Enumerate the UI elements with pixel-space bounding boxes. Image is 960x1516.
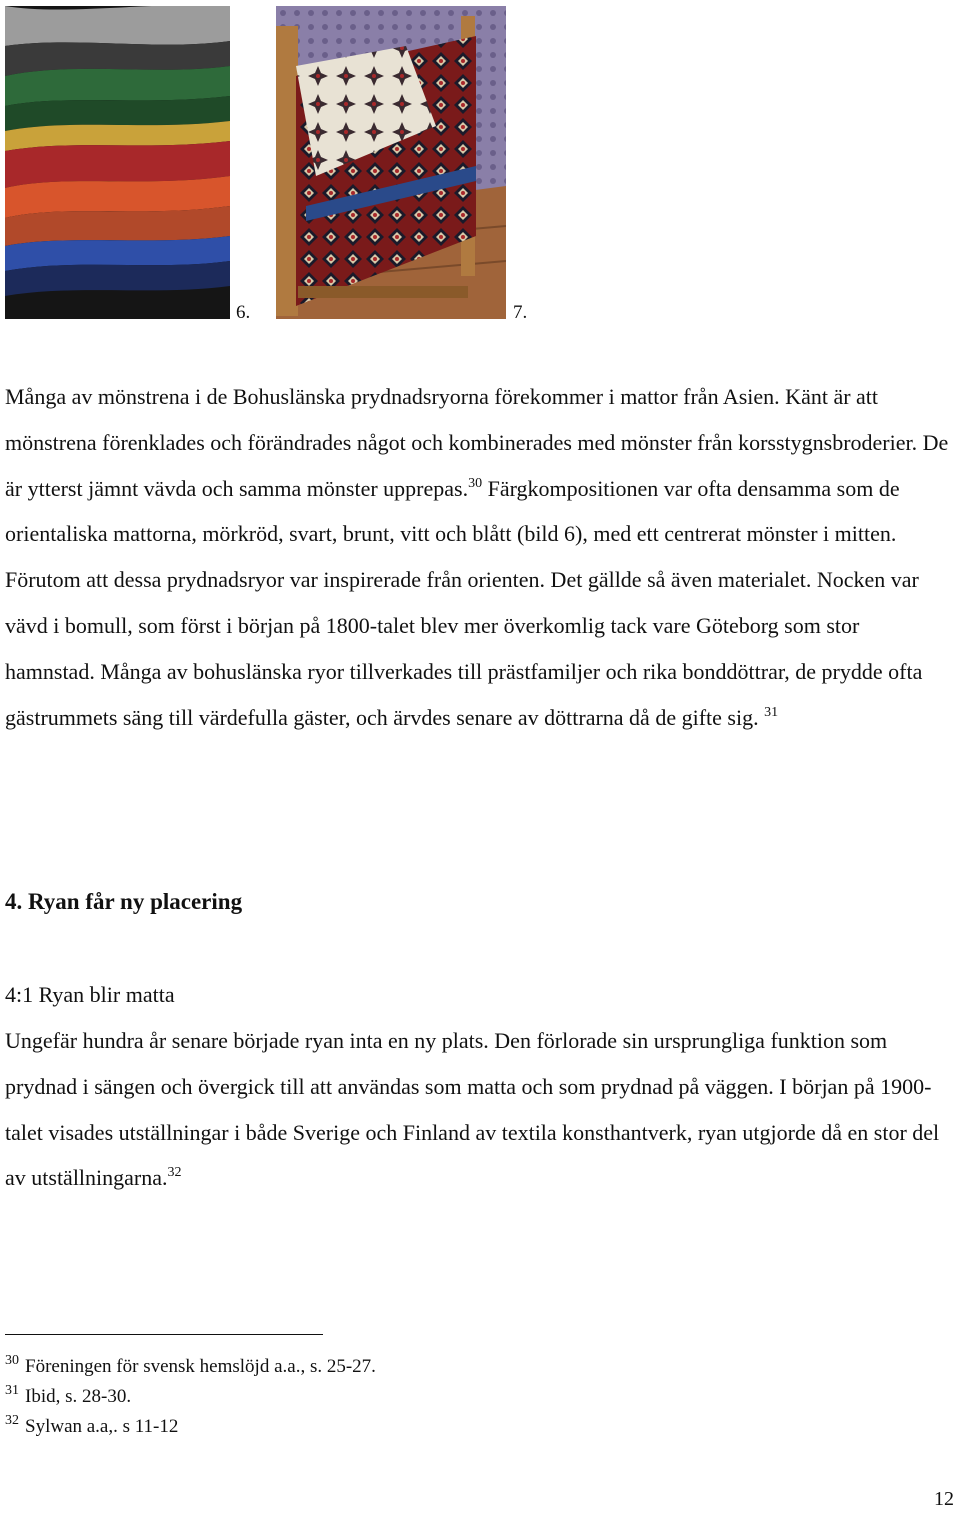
subsection-heading: 4:1 Ryan blir matta [5, 982, 175, 1007]
footnote-text: Föreningen för svensk hemslöjd a.a., s. 25-27. [25, 1356, 376, 1377]
figure-7-caption: 7. [513, 302, 528, 323]
footnote-ref-30[interactable]: 30 [468, 475, 483, 491]
footnote-divider [5, 1334, 323, 1335]
paragraph-text: Ungefär hundra år senare började ryan inta en ny plats. Den förlorade sin ursprungliga funktion som prydnad i sängen och övergick till att användas som matta och som prydnad på väggen. I början på 1900-talet visades utställningar i både Sverige och Finland av textila konsthantverk, ryan utgjorde då en stor del av utställningarna. [5, 1028, 940, 1191]
figure-6-caption: 6. [236, 302, 251, 323]
section-heading: 4. Ryan får ny placering [5, 889, 243, 914]
footnote [5, 1406, 178, 1442]
footnote-number: 31 [5, 1383, 19, 1398]
footnote-text: Ibid, s. 28-30. [25, 1386, 132, 1407]
paragraph-text: Färgkompositionen var ofta densamma som de orientaliska mattorna, mörkröd, svart, brunt, vitt och blått (bild 6), med ett centrerat mönster i mitten. Förutom att dessa prydnadsryor var inspirerade från orienten. Det gällde så även materialet. Nocken var vävd i bomull, som först i början på 1800-talet blev mer överkomlig tack vare Göteborg som stor hamnstad. Många av bohuslänska ryor tillverkades till prästfamiljer och rika bonddöttrar, de prydde ofta gästrummets säng till värdefulla gäster, och ärvdes senare av döttrarna då de gifte sig. [5, 475, 923, 730]
page-number: 12 [934, 1488, 954, 1510]
footnote-ref-32[interactable]: 32 [167, 1165, 182, 1181]
body-paragraph-1 [5, 374, 950, 740]
body-paragraph-2 [5, 1018, 950, 1201]
yarn-photo [5, 6, 230, 319]
footnote-number: 30 [5, 1353, 19, 1368]
footnote-number: 32 [5, 1413, 19, 1428]
footnote-text: Sylwan a.a,. s 11-12 [25, 1416, 179, 1437]
footnote-ref-31[interactable]: 31 [764, 704, 779, 720]
bed-rug-photo [276, 6, 506, 319]
paragraph-text: Många av mönstrena i de Bohuslänska prydnadsryorna förekommer i mattor från Asien. Känt är att mönstrena förenklades och förändrades något och kombinerades med mönster från korsstygnsbroderier. De är ytterst jämnt vävda och samma mönster upprepas. [5, 384, 949, 501]
